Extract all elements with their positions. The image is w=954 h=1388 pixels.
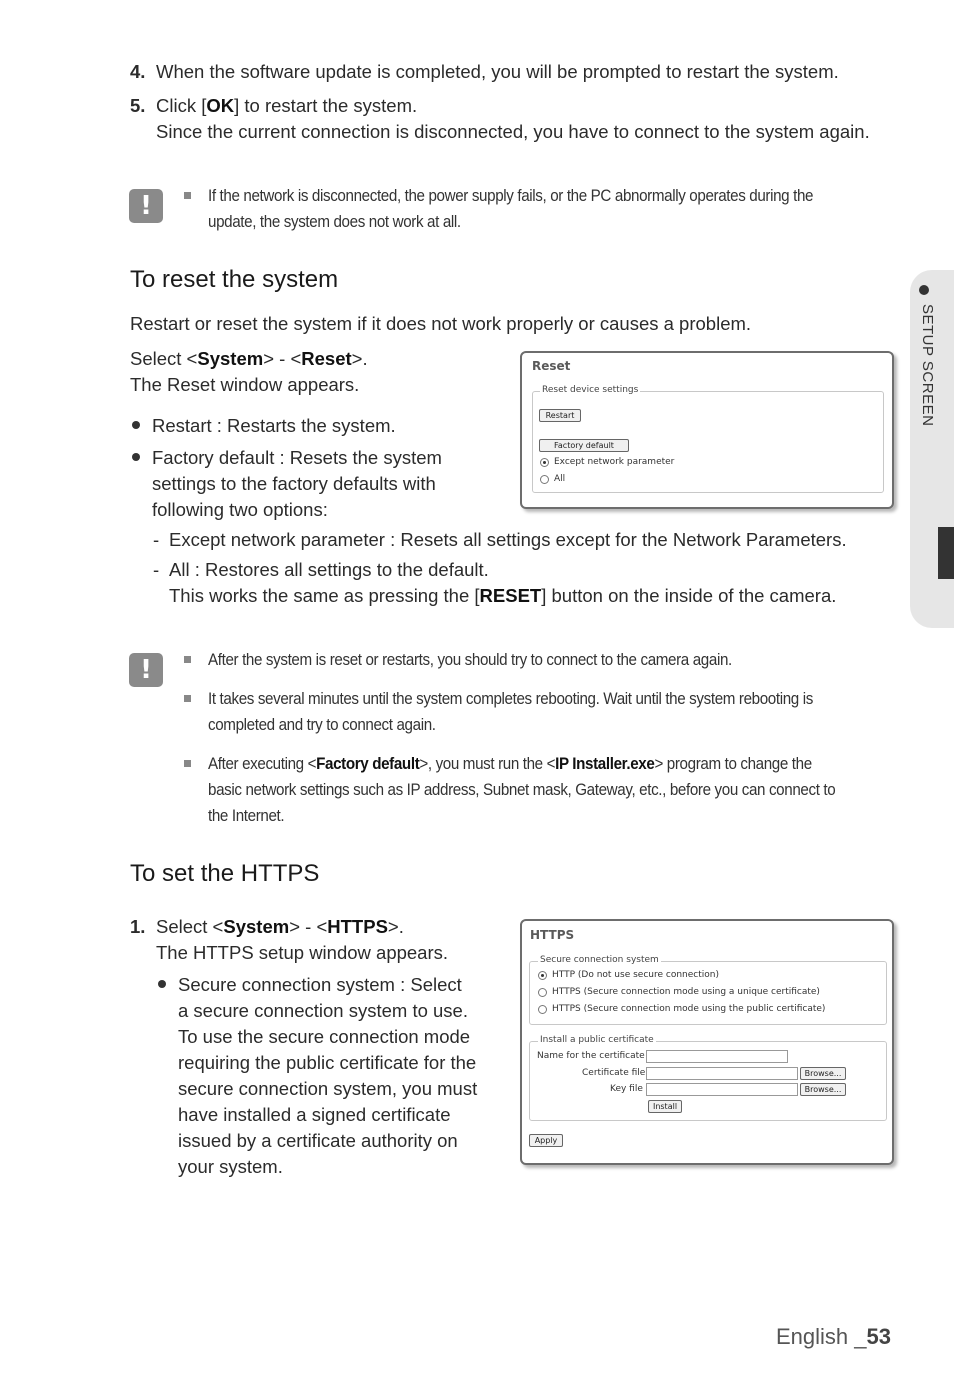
radio-http[interactable] [538, 971, 547, 980]
bullet-text: Factory default : Resets the system [152, 447, 442, 468]
warning-icon: ! [129, 653, 163, 687]
fieldset-legend: Install a public certificate [540, 1035, 654, 1045]
window-title: HTTPS [530, 928, 575, 942]
restart-button[interactable]: Restart [539, 409, 581, 422]
field-label: Name for the certificate [537, 1051, 645, 1061]
note-bullet-icon [184, 656, 191, 663]
apply-button[interactable]: Apply [529, 1134, 563, 1147]
side-tab-label: SETUP SCREEN [919, 304, 936, 427]
note-text: It takes several minutes until the system completes rebooting. Wait until the system rebooting is [208, 690, 813, 708]
field-label: Certificate file [582, 1068, 646, 1078]
warning-icon: ! [129, 189, 163, 223]
field-label: Key file [610, 1084, 643, 1094]
key-file-input[interactable] [646, 1083, 798, 1096]
bullet-text: requiring the public certificate for the [178, 1052, 477, 1073]
browse-key-button[interactable]: Browse... [800, 1083, 846, 1096]
side-tab-dot [919, 285, 929, 295]
bullet-text: secure connection system, you must [178, 1078, 478, 1099]
bullet-text: To use the secure connection mode [178, 1026, 471, 1047]
bullet-text: Secure connection system : Select [178, 974, 462, 995]
note-text: If the network is disconnected, the power supply fails, or the PC abnormally operates during the [208, 187, 814, 205]
fieldset-legend: Reset device settings [542, 385, 639, 395]
note-text: After executing <Factory default>, you must run the <IP Installer.exe> program to change the [208, 755, 812, 773]
bullet-text: Restart : Restarts the system. [152, 415, 396, 436]
radio-label: All [554, 474, 566, 484]
https-window [520, 919, 894, 1165]
dash-text: Except network parameter : Resets all settings except for the Network Parameters. [169, 529, 847, 550]
section-heading: To set the HTTPS [130, 860, 320, 887]
dash-text: This works the same as pressing the [RESET] button on the inside of the camera. [169, 585, 837, 606]
radio-label: HTTPS (Secure connection mode using the public certificate) [552, 1004, 826, 1014]
step-number: 1. [130, 916, 146, 937]
step-number: 5. [130, 95, 146, 116]
select-instruction: Select <System> - <Reset>. [130, 348, 368, 369]
bullet-icon [132, 453, 140, 461]
radio-https-unique[interactable] [538, 988, 547, 997]
section-intro: Restart or reset the system if it does not work properly or causes a problem. [130, 313, 752, 334]
window-title: Reset [532, 359, 571, 373]
step-text: Since the current connection is disconnected, you have to connect to the system again. [156, 121, 870, 142]
bullet-text: a secure connection system to use. [178, 1000, 468, 1021]
install-button[interactable]: Install [648, 1100, 682, 1113]
browse-certificate-button[interactable]: Browse... [800, 1067, 846, 1080]
fieldset-legend: Secure connection system [540, 955, 659, 965]
side-tab-marker [938, 527, 954, 579]
certificate-file-input[interactable] [646, 1067, 798, 1080]
note-bullet-icon [184, 695, 191, 702]
bullet-text: have installed a signed certificate [178, 1104, 451, 1125]
bullet-text: your system. [178, 1156, 283, 1177]
bullet-text: issued by a certificate authority on [178, 1130, 458, 1151]
dash-icon: - [153, 559, 160, 580]
note-text: the Internet. [208, 807, 285, 825]
appears-text: The Reset window appears. [130, 374, 360, 395]
note-text: basic network settings such as IP address, Subnet mask, Gateway, etc., before you can connect to [208, 781, 836, 799]
dash-icon: - [153, 529, 160, 550]
reset-window [520, 351, 894, 509]
radio-https-public[interactable] [538, 1005, 547, 1014]
note-text: completed and try to connect again. [208, 716, 436, 734]
page-footer: English _53 [776, 1324, 891, 1349]
radio-all[interactable] [540, 475, 549, 484]
note-text: After the system is reset or restarts, you should try to connect to the camera again. [208, 651, 732, 669]
radio-label: HTTP (Do not use secure connection) [552, 970, 719, 980]
note-bullet-icon [184, 760, 191, 767]
bullet-text: settings to the factory defaults with [152, 473, 436, 494]
radio-except-network[interactable] [540, 458, 549, 467]
dash-text: All : Restores all settings to the default. [169, 559, 489, 580]
radio-label: HTTPS (Secure connection mode using a unique certificate) [552, 987, 820, 997]
section-heading: To reset the system [130, 266, 339, 293]
step-number: 4. [130, 61, 146, 82]
certificate-name-input[interactable] [646, 1050, 788, 1063]
factory-default-button[interactable]: Factory default [539, 439, 629, 452]
note-bullet-icon [184, 192, 191, 199]
bullet-text: following two options: [152, 499, 328, 520]
step-text: When the software update is completed, you will be prompted to restart the system. [156, 61, 839, 82]
bullet-icon [158, 980, 166, 988]
select-instruction: Select <System> - <HTTPS>. [156, 916, 404, 937]
note-text: update, the system does not work at all. [208, 213, 461, 231]
appears-text: The HTTPS setup window appears. [156, 942, 449, 963]
bullet-icon [132, 421, 140, 429]
step-text: Click [OK] to restart the system. [156, 95, 418, 116]
radio-label: Except network parameter [554, 457, 675, 467]
